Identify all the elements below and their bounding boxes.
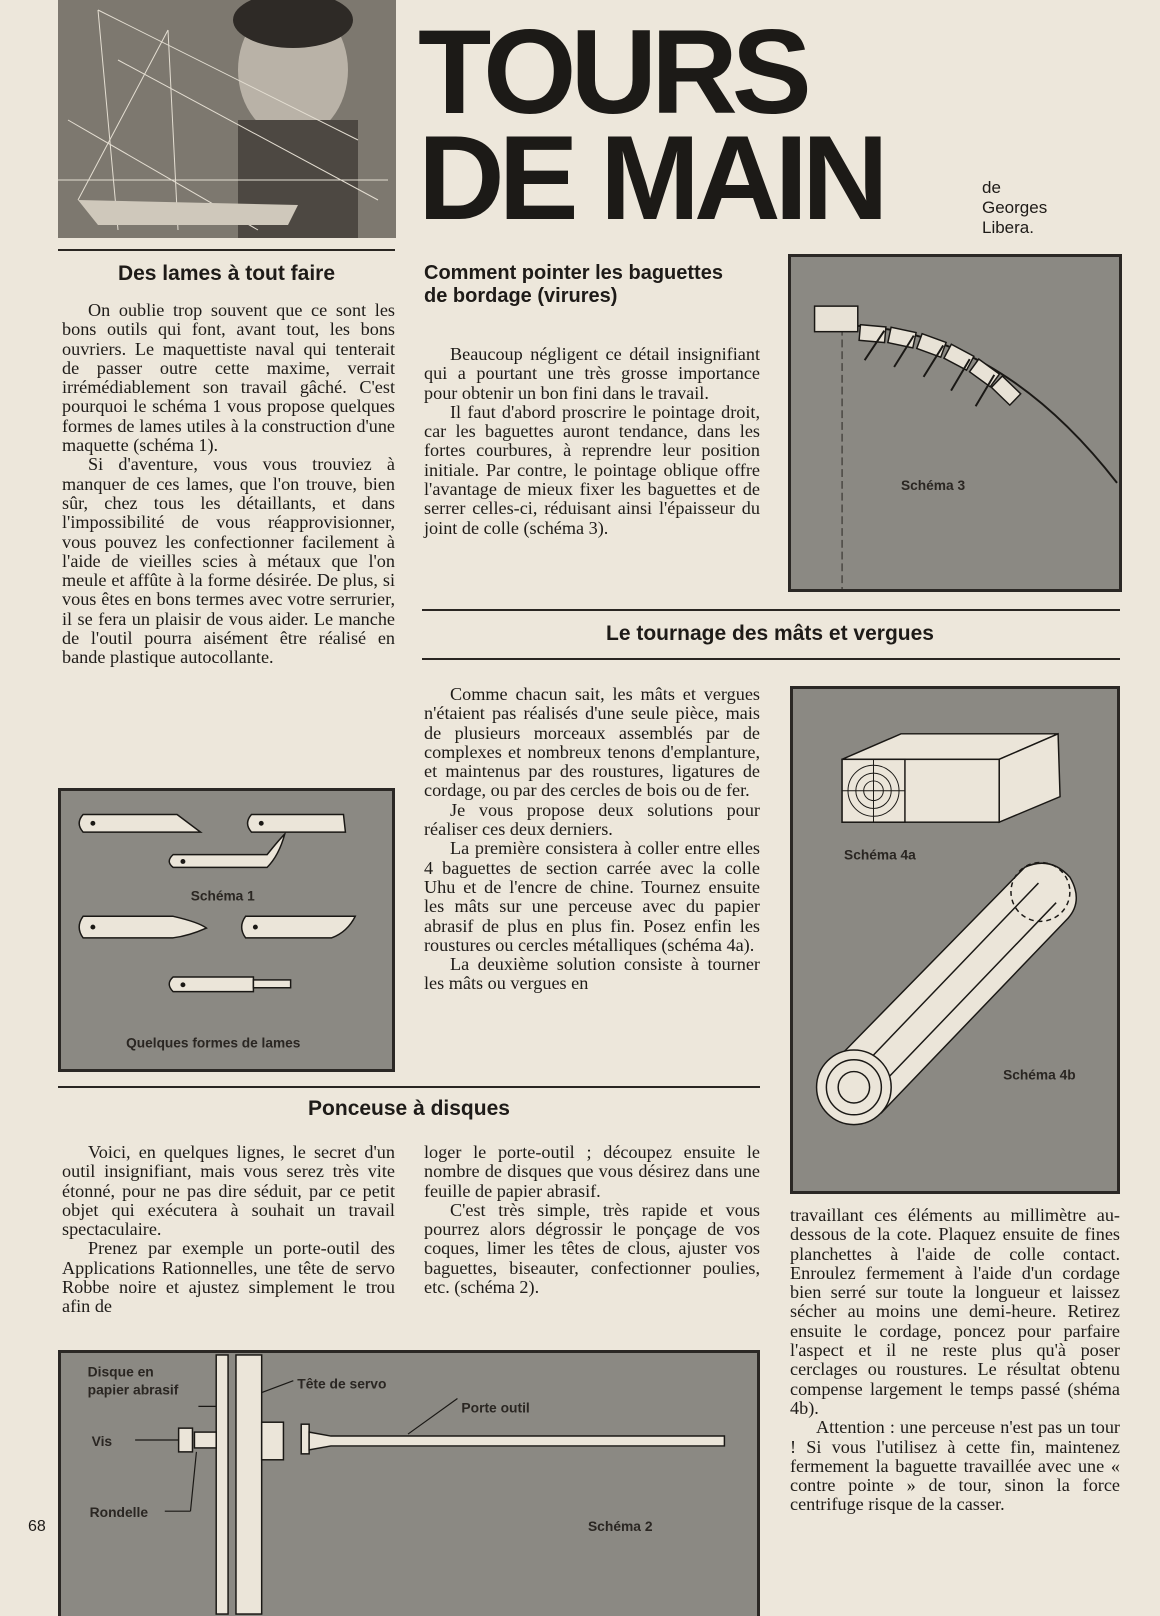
schema2-tete-label: Tête de servo <box>297 1375 387 1392</box>
heading-text: Le tournage des mâts et vergues <box>606 622 934 645</box>
paragraph: Comme chacun sait, les mâts et vergues n'étaient pas réalisés d'une seule pièce, mais de plusieurs morceaux assemblés par de complexes et nombreux tenons d'emplanture, et maintenus par des roustures, ligatures de cordage, ou par des cercles de bois ou de fer. <box>424 684 760 801</box>
page-number: 68 <box>28 1518 46 1535</box>
paragraph: La première consistera à coller entre elles 4 baguettes de section carrée avec la colle Uhu et de l'encre de chine. Tournez ensuite les mâts sur une perceuse avec du papier abrasif de plus en plus fin. Posez enfin les roustures ou cercles métalliques (schéma 4a). <box>424 838 760 955</box>
paragraph: loger le porte-outil ; découpez ensuite le nombre de disques que vous désirez dans une feuille de papier abrasif. <box>424 1142 760 1201</box>
paragraph: La deuxième solution consiste à tourner les mâts ou vergues en <box>424 954 760 994</box>
schema1-label: Schéma 1 <box>190 888 255 904</box>
schema4b-label: Schéma 4b <box>1003 1067 1076 1083</box>
schema2-porte-label: Porte outil <box>461 1399 530 1416</box>
rule-tournage-top <box>422 609 1120 611</box>
text-ponceuse-col1 <box>62 1143 395 1317</box>
schema4a-label: Schéma 4a <box>844 847 916 863</box>
schema2-disque-line1: Disque en <box>87 1363 154 1380</box>
paragraph: C'est très simple, très rapide et vous pourrez alors dégrossir le ponçage de vos coques, limer les têtes de clous, ajuster vos baguettes, biseauter, confectionner poulies, etc. (schéma 2). <box>424 1199 760 1298</box>
author-first-name: Georges <box>982 198 1048 217</box>
figure-schema3 <box>788 254 1122 592</box>
author-last-name: Libera. <box>982 218 1034 237</box>
paragraph: Il faut d'abord proscrire le pointage droit, car les baguettes auront tendance, dans les fortes courbures, à reprendre leur position initiale. Par contre, le pointage oblique offre l'avantage de mieux fixer les baguettes et de serrer celles-ci, réduisant ainsi l'épaisseur du joint de colle (schéma 3). <box>424 401 760 538</box>
schema2-rondelle-label: Rondelle <box>89 1504 149 1521</box>
heading-tournage <box>540 622 1000 646</box>
paragraph: On oublie trop souvent que ce sont les bons outils qui font, avant tout, les bons ouvriers. Le maquettiste naval qui tenterait de passer outre cette maxime, verrait irrémédiablement son travail gâché. C'est pourquoi le schéma 1 vous propose quelques formes de lames utiles à la construction d'une maquette (schéma 1). <box>62 300 395 456</box>
paragraph: Beaucoup négligent ce détail insignifiant qui a pourtant une très grosse importance pour obtenir un bon fini dans le travail. <box>424 344 760 403</box>
paragraph: Voici, en quelques lignes, le secret d'un outil insignifiant, mais vous serez très vite étonné, pour ne pas dire séduit, par ce petit objet qui exécutera à souhait un travail spectaculaire. <box>62 1142 395 1240</box>
text-tournage-continuation <box>790 1206 1120 1515</box>
heading-baguettes <box>424 262 764 308</box>
byline-prefix: de <box>982 178 1001 197</box>
byline <box>982 178 1047 238</box>
text-lames <box>62 301 395 668</box>
paragraph: travaillant ces éléments au millimètre au-dessous de la cote. Plaquez ensuite de fines planchettes à l'aide de colle contact. Enroulez fermement à l'aide d'un cordage bien serré sur toute la longueur et laissez sécher au moins une demi-heure. Retirez ensuite le cordage, poncez pour parfaire l'aspect et il ne reste plus qu'à poser cerclages ou roustures. Le résultat obtenu compense largement le temps passé (shéma 4b). <box>790 1205 1120 1418</box>
heading-line: de bordage (virures) <box>424 285 618 307</box>
schema2-label: Schéma 2 <box>587 1517 653 1534</box>
schema2-vis-label: Vis <box>91 1432 113 1449</box>
heading-line: Comment pointer les baguettes <box>424 262 723 284</box>
paragraph: Attention : une perceuse n'est pas un tour ! Si vous l'utilisez à cette fin, maintenez fermement la baguette travaillée avec une « contre pointe » de tour, sinon la force centrifuge risque de la casser. <box>790 1417 1120 1515</box>
schema1-caption: Quelques formes de lames <box>126 1035 301 1051</box>
heading-ponceuse: Ponceuse à disques <box>308 1097 510 1120</box>
text-baguettes <box>424 345 760 538</box>
figure-schema4 <box>790 686 1120 1194</box>
rule-lames <box>58 249 395 251</box>
heading-lames: Des lames à tout faire <box>117 262 336 285</box>
figure-schema1 <box>58 788 395 1072</box>
figure-schema2 <box>58 1350 760 1616</box>
text-tournage <box>424 685 760 994</box>
page-title-line2: DE MAIN <box>418 111 883 245</box>
schema2-disque-line2: papier abrasif <box>87 1381 179 1398</box>
rule-tournage-bottom <box>422 658 1120 660</box>
page-title-line1: TOURS <box>418 5 806 139</box>
paragraph: Je vous propose deux solutions pour réaliser ces deux derniers. <box>424 799 760 840</box>
text-ponceuse-col2 <box>424 1143 760 1297</box>
paragraph: Si d'aventure, vous vous trouviez à manquer de ces lames, que l'on trouve, bien sûr, chez tous les détaillants, et dans l'impossibilité de vous réapprovisionner, vous pouvez les confectionner facilement à l'aide de vieilles scies à métaux que l'on meule et affûte à la forme désirée. De plus, si vous êtes en bons termes avec votre serrurier, il se fera un plaisir de vous aider. Le manche de l'outil pourra aisément être réalisé en bande plastique autocollante. <box>62 454 395 668</box>
schema3-label: Schéma 3 <box>900 477 966 493</box>
rule-ponceuse <box>58 1086 760 1088</box>
header-photo <box>58 0 396 238</box>
paragraph: Prenez par exemple un porte-outil des Applications Rationnelles, une tête de servo Robbe noire et ajustez simplement le trou afin de <box>62 1238 395 1317</box>
